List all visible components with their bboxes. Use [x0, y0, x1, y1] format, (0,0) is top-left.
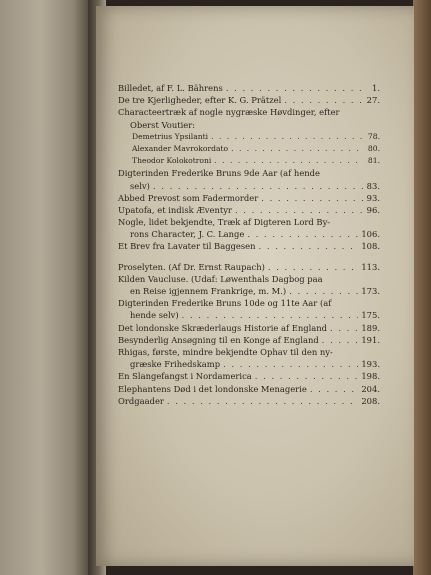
toc-entry-page: 208.: [361, 395, 380, 406]
toc-entry-title: Proselyten. (Af Dr. Ernst Raupach): [118, 261, 265, 272]
facing-page: [0, 0, 92, 575]
leader-dots: [223, 358, 358, 370]
toc-entry-page: 80.: [367, 143, 380, 153]
toc-entry-title: Kilden Vaucluse. (Udaf: Løwenthals Dagbog paa: [118, 273, 323, 284]
toc-entry: [118, 346, 380, 370]
leader-dots: [284, 94, 363, 106]
leader-dots: [247, 228, 358, 240]
toc-entry-title: Det londonske Skræderlaugs Historie af England: [118, 322, 328, 333]
toc-entry-page: 204.: [361, 383, 380, 394]
leader-dots: [259, 240, 359, 252]
toc-entry-page: 93.: [366, 192, 380, 203]
section-gap: [118, 253, 380, 261]
toc-entry-title: Elephantens Død i det londonske Menagerie: [118, 383, 307, 394]
toc-entry-title: Characteertræk af nogle nygræske Høvdinger, efter: [118, 107, 340, 118]
toc-entry-page: 113.: [361, 261, 380, 272]
toc-entry-title: Besynderlig Ansøgning til en Konge af England: [118, 334, 319, 345]
toc-entry: [118, 216, 380, 240]
toc-entry-title: Billedet, af F. L. Bährens: [118, 83, 223, 93]
toc-entry-page: 81.: [367, 156, 380, 166]
toc-entry: [118, 131, 380, 143]
toc-entry-title-continuation: rons Character, J. C. Lange: [130, 229, 245, 240]
toc-entry-page: 189.: [361, 322, 380, 333]
toc-entry: [118, 204, 380, 216]
toc-entry-page: 198.: [361, 371, 380, 382]
leader-dots: [255, 370, 359, 382]
leader-dots: [211, 131, 363, 143]
toc-entry-page: 96.: [366, 204, 380, 215]
toc-entry: [118, 383, 380, 395]
table-of-contents: [118, 82, 380, 407]
toc-entry-page: 1.: [372, 83, 380, 93]
toc-entry-title-continuation: selv): [130, 180, 150, 191]
toc-entry-title: Et Brev fra Lavater til Baggesen: [118, 241, 256, 252]
leader-dots: [261, 192, 363, 204]
toc-entry-page: 175.: [361, 310, 380, 321]
toc-entry-title: Ordgaader: [118, 395, 164, 406]
leader-dots: [153, 180, 363, 192]
toc-entry-title: De tre Kjerligheder, efter K. G. Prätzel: [118, 95, 282, 106]
toc-entry: [118, 273, 380, 297]
toc-entry-title: Demetrius Ypsilanti: [132, 131, 209, 141]
toc-entry-title: Theodor Kolokotroni: [132, 156, 212, 166]
toc-entry-title-continuation: Oberst Voutier:: [130, 119, 196, 130]
toc-entry: [118, 297, 380, 321]
toc-entry-page: 27.: [366, 95, 380, 106]
toc-entry-title: Nogle, lidet bekjendte, Træk af Digteren Lord By-: [118, 217, 331, 228]
leader-dots: [214, 155, 363, 167]
toc-entry: [118, 155, 380, 167]
toc-entry-page: 108.: [361, 241, 380, 252]
toc-entry-page: 193.: [361, 359, 380, 370]
toc-entry: [118, 167, 380, 191]
leader-dots: [182, 309, 359, 321]
toc-entry-title: Digterinden Frederike Bruns 9de Aar (af hende: [118, 168, 320, 179]
toc-entry: [118, 334, 380, 346]
toc-entry: [118, 82, 380, 94]
toc-entry-page: 78.: [367, 131, 380, 141]
toc-entry-title: Rhigas, første, mindre bekjendte Ophav til den ny-: [118, 346, 333, 357]
toc-entry: [118, 240, 380, 252]
leader-dots: [322, 334, 359, 346]
leader-dots: [231, 143, 363, 155]
leader-dots: [289, 285, 358, 297]
leader-dots: [235, 204, 363, 216]
toc-entry: [118, 322, 380, 334]
toc-entry-title: En Slangefangst i Nordamerica: [118, 371, 252, 382]
toc-entry-title-continuation: græske Frihedskamp: [130, 359, 221, 370]
toc-entry: [118, 94, 380, 106]
toc-entry-title: Digterinden Frederike Bruns 10de og 11te Aar (af: [118, 298, 332, 309]
toc-entry: [118, 143, 380, 155]
toc-entry-title-continuation: hende selv): [130, 310, 179, 321]
toc-entry: [118, 106, 380, 130]
toc-entry: [118, 395, 380, 407]
toc-entry-title: Abbed Prevost som Fadermorder: [118, 192, 259, 203]
leader-dots: [167, 395, 358, 407]
leader-dots: [310, 383, 359, 395]
toc-entry-title: Upatofa, et indisk Æventyr: [118, 204, 232, 215]
toc-entry-page: 83.: [366, 180, 380, 191]
toc-entry-page: 106.: [361, 229, 380, 240]
leader-dots: [330, 322, 358, 334]
toc-entry: [118, 261, 380, 273]
toc-entry: [118, 192, 380, 204]
toc-entry-page: 191.: [361, 334, 380, 345]
toc-entry: [118, 370, 380, 382]
leader-dots: [226, 82, 363, 94]
leader-dots: [268, 261, 358, 273]
toc-entry-title: Alexander Mavrokordato: [132, 143, 229, 153]
toc-entry-page: 173.: [361, 286, 380, 296]
toc-entry-title-continuation: en Reise igjennem Frankrige, m. M.): [130, 286, 287, 296]
page-edge: [413, 0, 431, 575]
